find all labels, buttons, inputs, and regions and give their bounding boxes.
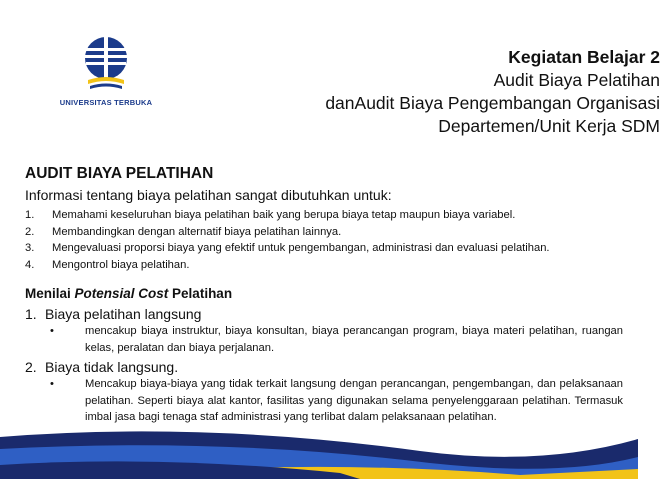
bullet-icon: • xyxy=(50,378,54,390)
decorative-wave xyxy=(0,399,638,479)
bullet-text: mencakup biaya instruktur, biaya konsultan, biaya perancangan program, biaya materi pelatihan, ruangan kelas, peralatan dan biaya perjalanan. xyxy=(85,325,623,354)
bullet-text: Mencakup biaya-biaya yang tidak terkait langsung dengan perancangan, pengembangan, dan pelaksanaan pelatihan. Seperti biaya alat kantor, fasilitas yang digunakan selama penyelenggaraan pelatihan. Termasuk imbal jasa bagi tenaga staf administrasi yang terlibat dalam pelaksanaan pelatihan. xyxy=(85,378,623,423)
list-text: Mengontrol biaya pelatihan. xyxy=(52,258,190,271)
cost-bullet xyxy=(25,323,623,356)
list-number: 4. xyxy=(25,258,35,271)
heading-line-4: Departemen/Unit Kerja SDM xyxy=(438,116,660,136)
point-label: Biaya tidak langsung. xyxy=(45,359,179,375)
potential-cost-title xyxy=(25,285,623,303)
list-number: 1. xyxy=(25,209,35,221)
list-text: Memahami keseluruhan biaya pelatihan baik yang berupa biaya tetap maupun biaya variabel. xyxy=(52,209,516,221)
bullet-icon: • xyxy=(50,325,54,337)
list-text: Membandingkan dengan alternatif biaya pelatihan lainnya. xyxy=(52,225,342,238)
slide-heading xyxy=(325,46,660,138)
ut-emblem-icon xyxy=(80,34,132,96)
title-suffix: Pelatihan xyxy=(168,286,233,301)
heading-line-2: Audit Biaya Pelatihan xyxy=(493,70,660,90)
list-text: Mengevaluasi proporsi biaya yang efektif untuk pengembangan, administrasi dan evaluasi pelatihan. xyxy=(52,242,550,254)
list-number: 3. xyxy=(25,242,35,254)
slide-content xyxy=(25,164,623,428)
purpose-list xyxy=(25,207,623,273)
cost-point xyxy=(25,305,623,323)
list-item xyxy=(25,257,623,274)
point-label: Biaya pelatihan langsung xyxy=(45,306,202,322)
list-item xyxy=(25,224,623,241)
title-prefix: Menilai xyxy=(25,286,75,301)
point-number: 2. xyxy=(25,359,37,375)
heading-line-1: Kegiatan Belajar 2 xyxy=(508,47,660,67)
heading-line-3: danAudit Biaya Pengembangan Organisasi xyxy=(325,93,660,113)
list-number: 2. xyxy=(25,225,35,238)
section-title: AUDIT BIAYA PELATIHAN xyxy=(25,165,214,182)
section-intro: Informasi tentang biaya pelatihan sangat dibutuhkan untuk: xyxy=(25,187,392,203)
list-item xyxy=(25,240,623,257)
list-item xyxy=(25,207,623,224)
cost-point xyxy=(25,358,623,376)
logo-text: UNIVERSITAS TERBUKA xyxy=(59,98,153,107)
title-emphasis: Potensial Cost xyxy=(74,286,169,301)
university-logo xyxy=(52,34,160,112)
point-number: 1. xyxy=(25,306,37,322)
